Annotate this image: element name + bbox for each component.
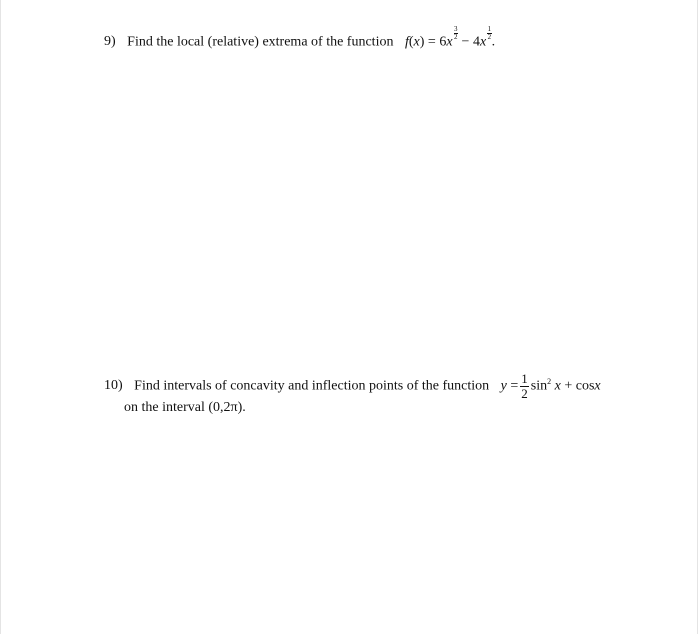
problem-10	[104, 372, 601, 400]
problem-text: Find the local (relative) extrema of the function	[127, 34, 394, 50]
page-right-edge	[697, 0, 698, 634]
fraction: $\frac{1}{2}$	[521, 371, 528, 401]
page-left-edge	[0, 0, 1, 634]
problem-text: Find intervals of concavity and inflection points of the function	[134, 378, 490, 394]
problem-number: 9)	[104, 34, 116, 50]
interval: (0,2π).	[208, 400, 246, 415]
continuation-text: on the interval	[124, 400, 205, 415]
function-formula: y = $\frac{1}{2}$ $\sin^2 x + \cos x$	[500, 371, 601, 401]
problem-number: 10)	[104, 378, 123, 394]
exponent-fraction: $\frac{3}{2}$	[454, 25, 458, 41]
exponent-fraction: $\frac{1}{2}$	[487, 25, 492, 41]
function-formula: f(x) = 6x $\frac{3}{2}$ − 4x $\frac{1}{2}$ .	[404, 25, 496, 50]
problem-9	[104, 26, 495, 50]
problem-10-continuation	[124, 400, 246, 416]
